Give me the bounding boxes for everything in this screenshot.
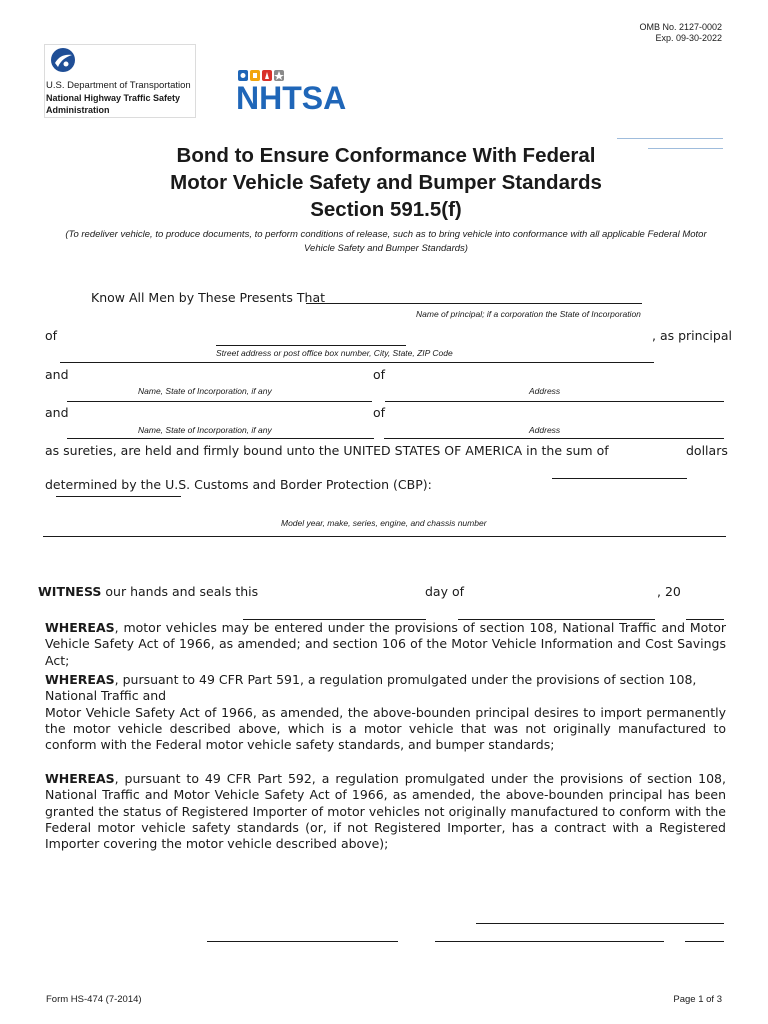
omb-info — [639, 22, 722, 44]
dollars-label: dollars — [686, 443, 728, 458]
title-line-3: Section 591.5(f) — [310, 198, 462, 221]
determined-field[interactable] — [56, 496, 181, 497]
whereas-paragraph-3 — [45, 771, 726, 852]
address-caption: Street address or post office box number, City, State, ZIP Code — [216, 348, 453, 358]
title-line-1: Bond to Ensure Conformance With Federal — [176, 144, 596, 167]
title-line-2: Motor Vehicle Safety and Bumper Standards — [170, 171, 602, 194]
as-principal-label: , as principal — [652, 328, 732, 343]
administration-line-2: Administration — [46, 105, 110, 115]
signature-field-2[interactable] — [207, 941, 398, 942]
of-label-surety-2: of — [373, 405, 386, 420]
nhtsa-logo — [236, 68, 352, 118]
decorative-line — [617, 138, 723, 139]
page-number: Page 1 of 3 — [673, 994, 722, 1005]
witness-text: our hands and seals this — [101, 584, 259, 599]
of-label: of — [45, 328, 58, 343]
administration-line-1: National Highway Traffic Safety — [46, 93, 181, 103]
surety-1-name-field[interactable] — [67, 401, 372, 402]
surety-2-name-caption: Name, State of Incorporation, if any — [138, 425, 272, 435]
signature-field-3[interactable] — [435, 941, 664, 942]
nhtsa-logo-text: NHTSA — [236, 80, 347, 116]
surety-1-address-field[interactable] — [385, 401, 724, 402]
whereas-text: , pursuant to 49 CFR Part 592, a regulation promulgated under the provisions of section 108, National Traffic and Motor Vehicle Safety Act of 1966, as amended, the above-bounden principal has been granted the status of Registered Importer of motor vehicles not originally manufactured to conform with the Federal motor vehicle safety standards (or, if not Registered Importer, has a contract with a Registered Importer covering the motor vehicle described above); — [45, 771, 726, 852]
surety-1-address-caption: Address — [529, 386, 561, 396]
vehicle-caption: Model year, make, series, engine, and chassis number — [281, 518, 487, 528]
signature-field-1[interactable] — [476, 923, 724, 924]
surety-2-address-caption: Address — [529, 425, 561, 435]
surety-2-address-field[interactable] — [384, 438, 724, 439]
whereas-bold: WHEREAS — [45, 620, 115, 635]
surety-2-name-field[interactable] — [67, 438, 374, 439]
department-name: U.S. Department of Transportation — [46, 80, 191, 91]
whereas-bold: WHEREAS — [45, 672, 115, 687]
witness-bold: WITNESS — [38, 584, 102, 599]
sum-field[interactable] — [552, 478, 687, 479]
form-title — [0, 142, 768, 223]
omb-number: OMB No. 2127-0002 — [639, 22, 722, 32]
whereas-bold: WHEREAS — [45, 771, 115, 786]
sureties-text: as sureties, are held and firmly bound unto the UNITED STATES OF AMERICA in the sum of — [45, 443, 609, 458]
witness-line — [38, 584, 258, 600]
dot-seal-icon — [50, 47, 76, 77]
address-field-top[interactable] — [216, 345, 406, 346]
whereas-text-continued: Motor Vehicle Safety Act of 1966, as amended, the above-bounden principal desires to import permanently the motor vehicle described above, which is a motor vehicle that was not originally manufactured to conform with the Federal motor vehicle safety standards, and bumper standards; — [45, 704, 726, 753]
principal-address-field[interactable] — [60, 362, 654, 363]
know-all-label: Know All Men by These Presents That — [91, 290, 326, 305]
determined-text: determined by the U.S. Customs and Border Protection (CBP): — [45, 477, 432, 492]
whereas-paragraph-2 — [45, 672, 726, 753]
surety-1-name-caption: Name, State of Incorporation, if any — [138, 386, 272, 396]
omb-expiration: Exp. 09-30-2022 — [655, 33, 722, 43]
whereas-text: , pursuant to 49 CFR Part 591, a regulation promulgated under the provisions of section 108, National Traffic and — [45, 672, 697, 704]
principal-name-field[interactable] — [306, 303, 642, 304]
signature-field-4[interactable] — [685, 941, 724, 942]
whereas-text: , motor vehicles may be entered under the provisions of section 108, National Traffic and Motor Vehicle Safety Act of 1966, as amended; and section 106 of the Motor Vehicle Information and Cost Savings Act; — [45, 620, 726, 668]
and-label-1: and — [45, 367, 69, 382]
form-number: Form HS-474 (7-2014) — [46, 994, 142, 1005]
dot-agency-name — [46, 80, 191, 116]
whereas-paragraph-1 — [45, 620, 726, 669]
day-of-label: day of — [425, 584, 465, 599]
form-subtitle: (To redeliver vehicle, to produce documents, to perform conditions of release, such as to bring vehicle into conformance with all applicable Federal Motor Vehicle Safety and Bumper Standards) — [65, 229, 707, 254]
vehicle-description-field[interactable] — [43, 536, 726, 537]
and-label-2: and — [45, 405, 69, 420]
principal-caption: Name of principal; if a corporation the State of Incorporation — [416, 309, 641, 319]
of-label-surety-1: of — [373, 367, 386, 382]
year-prefix-label: , 20 — [657, 584, 681, 599]
